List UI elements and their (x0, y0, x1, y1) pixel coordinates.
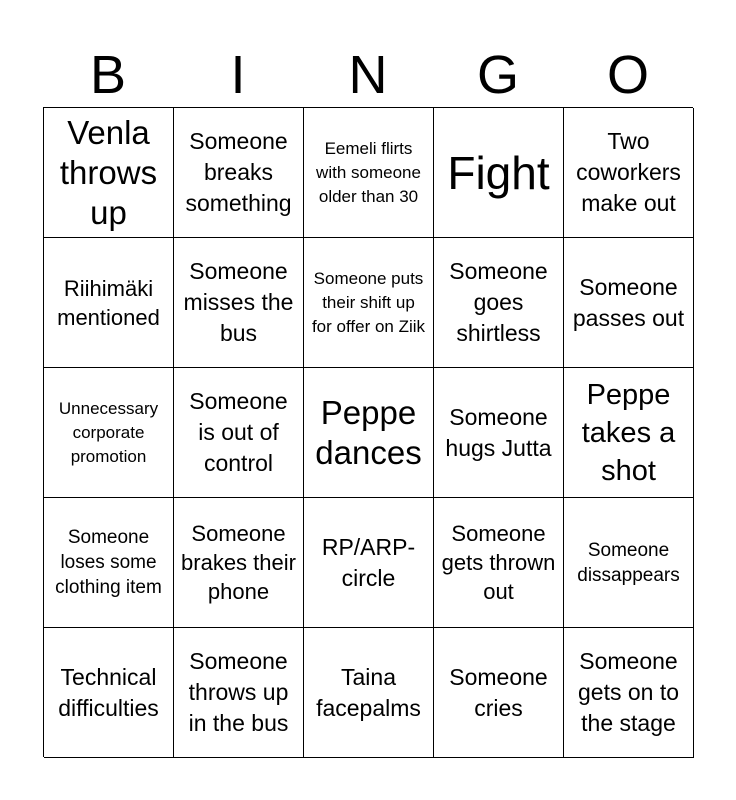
bingo-cell[interactable] (44, 498, 174, 628)
cell-text: Peppe takes a shot (581, 378, 676, 487)
bingo-cell[interactable] (304, 108, 434, 238)
cell-text: Someone throws up in the bus (188, 648, 289, 736)
cell-text: Someone is out of control (189, 388, 288, 476)
bingo-cell[interactable] (564, 628, 694, 758)
cell-text: Unnecessary corporate promotion (58, 398, 159, 466)
cell-text: Venla throws up (59, 113, 158, 231)
cell-text: Someone misses the bus (183, 258, 294, 346)
bingo-cell[interactable] (564, 238, 694, 368)
cell-text: Someone goes shirtless (449, 258, 548, 346)
bingo-cell[interactable] (44, 368, 174, 498)
cell-text: Someone passes out (572, 273, 685, 331)
cell-text: Technical difficulties (58, 663, 159, 721)
bingo-cell[interactable] (304, 238, 434, 368)
cell-text: Someone dissappears (577, 539, 680, 586)
cell-text: Someone breaks something (185, 128, 292, 216)
bingo-cell[interactable] (564, 498, 694, 628)
cell-text: RP/ARP-circle (321, 533, 416, 591)
bingo-cell[interactable] (174, 628, 304, 758)
bingo-cell[interactable] (44, 628, 174, 758)
cell-text: Fight (447, 146, 550, 199)
bingo-cell[interactable] (434, 238, 564, 368)
bingo-cell[interactable] (564, 108, 694, 238)
cell-text: Someone loses some clothing item (55, 527, 162, 598)
bingo-grid (43, 107, 693, 757)
bingo-cell[interactable] (434, 628, 564, 758)
cell-text: Someone gets on to the stage (577, 648, 680, 736)
cell-text: Someone gets thrown out (441, 521, 556, 604)
bingo-cell[interactable] (304, 498, 434, 628)
cell-text: Two coworkers make out (576, 128, 681, 216)
cell-text: Riihimäki mentioned (57, 275, 160, 330)
bingo-cell[interactable] (434, 108, 564, 238)
header-letter-o: O (606, 45, 649, 105)
cell-text: Taina facepalms (316, 663, 421, 721)
header-letter-b: B (89, 45, 127, 105)
bingo-cell[interactable] (174, 368, 304, 498)
cell-text: Someone brakes their phone (181, 521, 296, 604)
bingo-cell[interactable] (304, 368, 434, 498)
bingo-header (43, 44, 693, 106)
header-letter-g: G (476, 45, 519, 105)
bingo-cell[interactable] (434, 368, 564, 498)
bingo-cell[interactable] (44, 238, 174, 368)
cell-text: Eemeli flirts with someone older than 30 (316, 138, 421, 206)
bingo-cell[interactable] (174, 238, 304, 368)
cell-text: Peppe dances (315, 393, 422, 471)
bingo-cell[interactable] (304, 628, 434, 758)
cell-text: Someone puts their shift up for offer on Ziik (311, 268, 426, 336)
bingo-cell[interactable] (44, 108, 174, 238)
bingo-cell[interactable] (564, 368, 694, 498)
cell-text: Someone cries (449, 663, 548, 721)
bingo-cell[interactable] (174, 108, 304, 238)
header-letter-i: I (230, 45, 246, 105)
cell-text: Someone hugs Jutta (445, 403, 552, 461)
header-letter-n: N (348, 45, 388, 105)
bingo-cell[interactable] (174, 498, 304, 628)
bingo-cell[interactable] (434, 498, 564, 628)
